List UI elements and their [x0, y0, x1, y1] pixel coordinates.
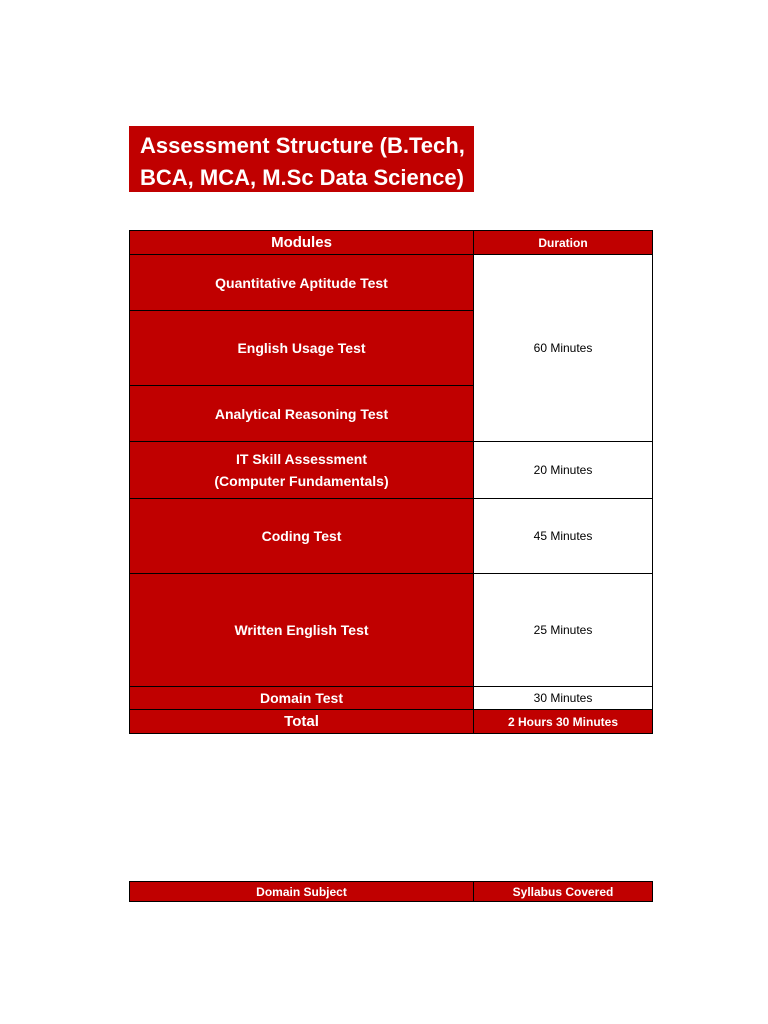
table-total-row — [130, 710, 653, 734]
domain-table — [129, 881, 653, 902]
page-title-line-1: Assessment Structure (B.Tech, — [140, 133, 465, 158]
module-domain-test: Domain Test — [130, 687, 474, 710]
module-coding-test: Coding Test — [130, 499, 474, 574]
page-title — [129, 126, 474, 192]
table-row — [130, 499, 653, 574]
module-written-english: Written English Test — [130, 574, 474, 687]
table-row — [130, 687, 653, 710]
module-it-skill-assessment — [130, 442, 474, 499]
assessment-table — [129, 230, 653, 734]
module-it-skill-line-2: (Computer Fundamentals) — [214, 473, 389, 489]
module-quantitative-aptitude: Quantitative Aptitude Test — [130, 255, 474, 311]
total-label: Total — [130, 710, 474, 734]
module-analytical-reasoning: Analytical Reasoning Test — [130, 386, 474, 442]
duration-60-minutes: 60 Minutes — [474, 255, 653, 442]
modules-header: Modules — [130, 231, 474, 255]
module-it-skill-line-1: IT Skill Assessment — [236, 451, 367, 467]
table-row — [130, 442, 653, 499]
duration-written-english: 25 Minutes — [474, 574, 653, 687]
page-title-line-2: BCA, MCA, M.Sc Data Science) — [140, 165, 464, 190]
table-row — [130, 255, 653, 311]
table-row — [130, 574, 653, 687]
syllabus-covered-header: Syllabus Covered — [474, 882, 653, 902]
total-value: 2 Hours 30 Minutes — [474, 710, 653, 734]
domain-subject-header: Domain Subject — [130, 882, 474, 902]
domain-table-header-row — [130, 882, 653, 902]
duration-coding: 45 Minutes — [474, 499, 653, 574]
table-header-row — [130, 231, 653, 255]
duration-domain: 30 Minutes — [474, 687, 653, 710]
duration-it-skill: 20 Minutes — [474, 442, 653, 499]
module-english-usage: English Usage Test — [130, 311, 474, 386]
duration-header: Duration — [474, 231, 653, 255]
